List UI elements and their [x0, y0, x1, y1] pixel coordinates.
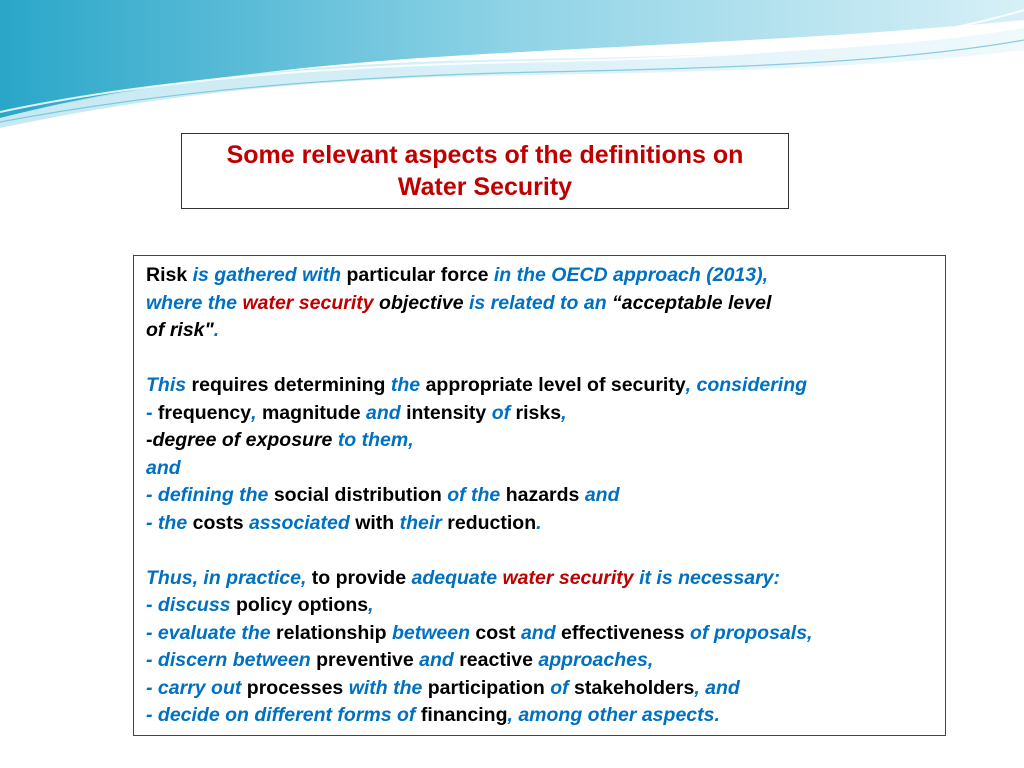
- text-segment: -: [146, 401, 158, 424]
- text-segment: between: [391, 621, 476, 644]
- text-segment: of proposals,: [690, 621, 813, 644]
- text-segment: the: [390, 374, 421, 396]
- text-segment: social distribution: [273, 484, 448, 506]
- text-line: [146, 482, 945, 510]
- text-segment: preventive: [316, 649, 420, 671]
- text-segment: with the: [348, 676, 428, 699]
- text-segment: where the: [146, 291, 243, 314]
- text-segment: hazards: [505, 484, 585, 506]
- text-segment: stakeholders: [574, 676, 695, 699]
- text-segment: of risk": [146, 319, 214, 341]
- text-segment: particular force: [346, 264, 494, 286]
- text-segment: Thus, in practice,: [146, 566, 312, 589]
- text-segment: degree of exposure: [152, 429, 338, 451]
- text-segment: intensity: [406, 401, 492, 424]
- text-line: [146, 400, 945, 428]
- text-segment: appropriate level of security: [420, 374, 686, 396]
- text-line: [146, 262, 945, 290]
- text-line: [146, 620, 945, 648]
- paragraph-gap: [146, 537, 945, 565]
- text-segment: frequency: [157, 401, 252, 424]
- text-segment: is gathered with: [187, 264, 347, 286]
- text-segment: and: [365, 401, 407, 424]
- text-segment: participation: [427, 676, 551, 699]
- text-segment: of the: [447, 484, 506, 506]
- title-box: [181, 133, 789, 209]
- text-segment: to them,: [337, 429, 414, 451]
- text-segment: - defining the: [146, 484, 274, 506]
- text-line: [146, 317, 945, 345]
- text-line: [146, 372, 945, 400]
- header-wave-decoration: [0, 0, 1024, 130]
- text-segment: - the: [146, 511, 193, 534]
- text-segment: -: [146, 429, 153, 451]
- text-segment: This: [146, 374, 187, 396]
- text-segment: - discern between: [146, 649, 317, 671]
- text-line: [146, 592, 945, 620]
- text-segment: risks: [515, 401, 562, 424]
- text-segment: .: [536, 511, 542, 534]
- text-line: [146, 290, 945, 318]
- text-line: [146, 702, 945, 730]
- text-segment: - carry out: [146, 676, 247, 699]
- text-segment: reactive: [459, 649, 539, 671]
- text-segment: water security: [242, 291, 374, 314]
- text-segment: ,: [561, 401, 567, 424]
- text-segment: .: [213, 319, 220, 341]
- text-segment: processes: [246, 676, 349, 699]
- text-line: [146, 565, 945, 593]
- text-segment: adequate: [411, 566, 503, 589]
- text-segment: ,: [251, 401, 262, 424]
- text-segment: of: [491, 401, 516, 424]
- text-line: [146, 427, 945, 455]
- text-segment: objective: [373, 291, 469, 314]
- text-segment: policy options: [235, 594, 369, 616]
- text-segment: and: [146, 456, 181, 479]
- text-segment: requires determining: [186, 374, 391, 396]
- text-segment: costs: [192, 511, 249, 534]
- text-line: [146, 455, 945, 483]
- text-segment: - evaluate the: [146, 621, 277, 644]
- text-segment: and: [584, 484, 620, 506]
- text-line: [146, 510, 945, 538]
- text-segment: “acceptable level: [612, 291, 772, 314]
- text-segment: cost: [475, 621, 521, 644]
- text-segment: to provide: [311, 566, 412, 589]
- text-segment: approaches,: [538, 649, 654, 671]
- text-segment: , among other aspects.: [507, 704, 720, 726]
- content-box: [133, 255, 946, 736]
- text-segment: and: [419, 649, 460, 671]
- paragraph-gap: [146, 345, 945, 373]
- text-segment: their: [399, 511, 448, 534]
- text-segment: of: [550, 676, 575, 699]
- text-segment: water security: [502, 566, 634, 589]
- text-segment: ,: [368, 594, 374, 616]
- slide-title: Some relevant aspects of the definitions on Water Security: [226, 141, 744, 201]
- text-segment: is related to an: [468, 291, 613, 314]
- text-segment: Risk: [146, 264, 188, 286]
- text-segment: - discuss: [146, 594, 236, 616]
- text-segment: it is necessary:: [633, 566, 780, 589]
- text-segment: in the OECD approach (2013),: [493, 264, 769, 286]
- text-segment: financing: [420, 704, 508, 726]
- text-segment: with: [355, 511, 400, 534]
- text-segment: , considering: [685, 374, 808, 396]
- text-segment: and: [520, 621, 562, 644]
- text-segment: reduction: [447, 511, 537, 534]
- text-segment: associated: [248, 511, 356, 534]
- text-segment: effectiveness: [561, 621, 691, 644]
- text-segment: - decide on different forms of: [146, 704, 421, 726]
- text-segment: , and: [694, 676, 740, 699]
- text-segment: magnitude: [261, 401, 366, 424]
- text-line: [146, 647, 945, 675]
- text-segment: relationship: [276, 621, 392, 644]
- text-line: [146, 675, 945, 703]
